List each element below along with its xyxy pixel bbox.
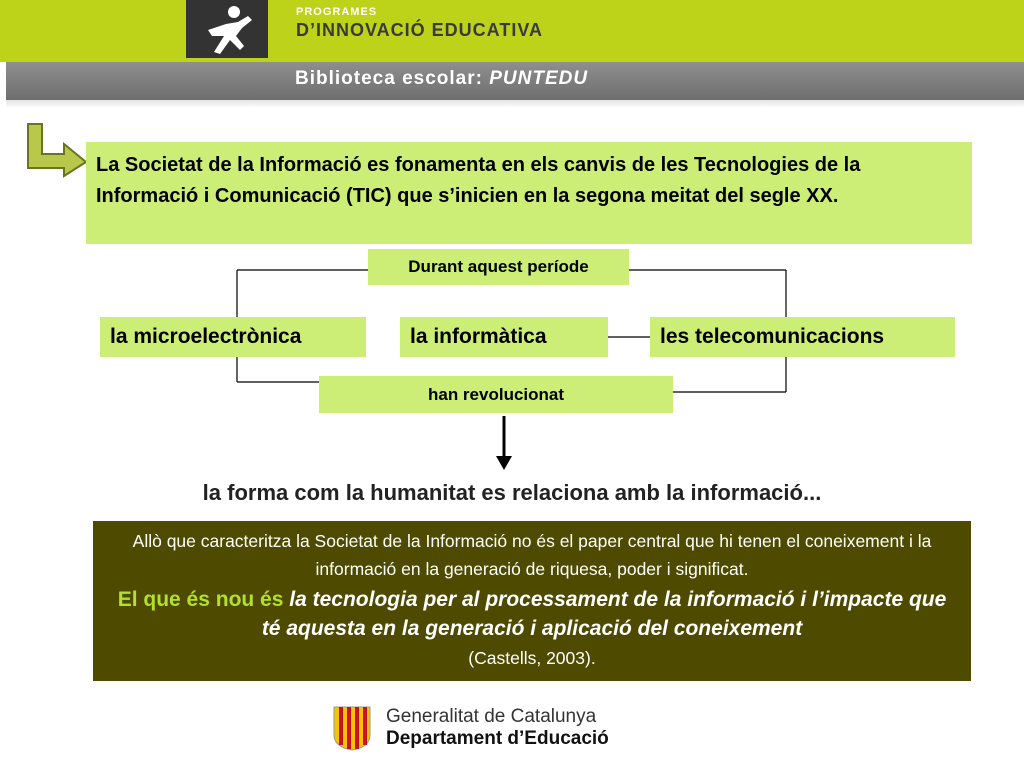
microelectronics-box: la microelectrònica <box>100 317 366 357</box>
conclusion-text: la forma com la humanitat es relaciona amb la informació... <box>202 480 822 505</box>
quote-new-label: El que és nou és <box>117 588 284 611</box>
during-period-box: Durant aquest període <box>368 249 629 285</box>
subtitle-prefix: Biblioteca escolar: <box>295 68 490 89</box>
telecommunications-box: les telecomunicacions <box>650 317 955 357</box>
subtitle-brand: PUNTEDU <box>489 68 589 89</box>
catalan-flag-icon <box>332 705 372 751</box>
quote-italic-text: la tecnologia per al processament de la informació i l’impacte que té aquesta en la generació i aplicació del coneixement <box>261 588 947 640</box>
revolutionized-box: han revolucionat <box>319 376 673 413</box>
informatics-box: la informàtica <box>400 317 608 357</box>
footer-department: Departament d’Educació <box>386 728 609 749</box>
quote-highlight <box>107 585 957 673</box>
castells-quote-box <box>93 521 971 681</box>
program-label-small: PROGRAMES <box>296 6 378 18</box>
footer-generalitat: Generalitat de Catalunya <box>386 706 597 727</box>
quote-paragraph: Allò que caracteritza la Societat de la Informació no és el paper central que hi tenen el coneixement i la informació en la generació de riquesa, poder i significat. <box>132 531 932 579</box>
quote-citation: (Castells, 2003). <box>468 648 596 668</box>
intro-text: La Societat de la Informació es fonamenta en els canvis de les Tecnologies de la Informació i Comunicació (TIC) que s’inicien en la segona meitat del segle XX. <box>96 154 861 207</box>
program-label-big: D’INNOVACIÓ EDUCATIVA <box>296 20 544 40</box>
